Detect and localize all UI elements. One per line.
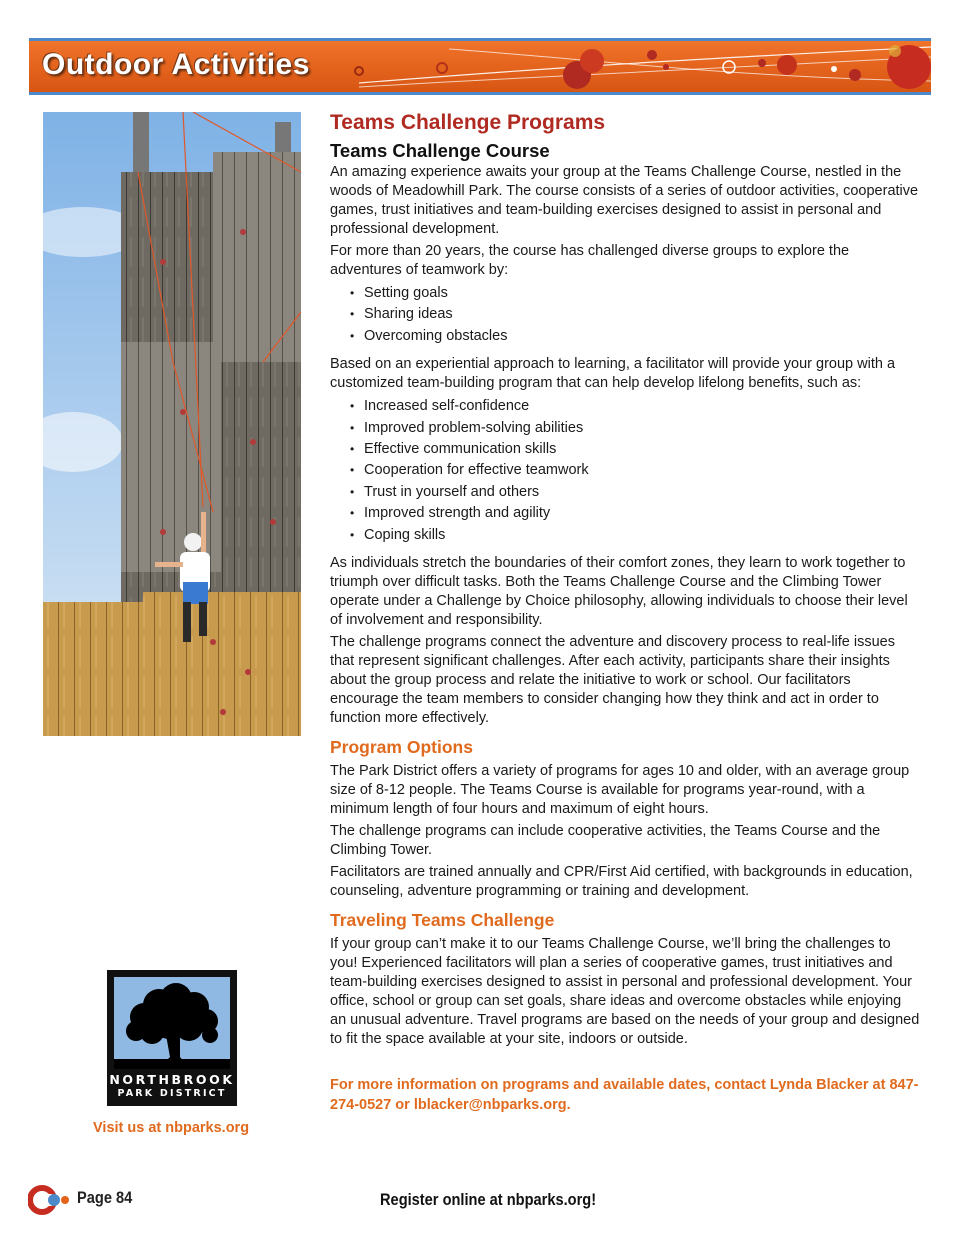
options-paragraph: Facilitators are trained annually and CPR/First Aid certified, with backgrounds in education, counseling, adventure programming or training and development. [330, 864, 913, 900]
list-item: • Effective communication skills [364, 439, 920, 460]
traveling-paragraph: If your group can’t make it to our Teams Challenge Course, we’ll bring the challenges to you! Experienced facilitators will plan a series of cooperative games, trust initiatives and team-building exercises designed to assist in personal and professional development. Your office, school or group can set goals, share ideas and overcome obstacles while enjoying an unusual adventure. Travel programs are based on the needs of your group and designed to fit the space available at your site, indoors or outside. [330, 936, 920, 1048]
course-connect: The challenge programs connect the adventure and discovery process to real-life issues that represent significant challenges. After each activity, participants share their insights about the group process and relate the initiative to work or school. Our facilitators encourage the team members to consider changing how they think and act in order to function more effectively. [330, 634, 895, 727]
course-approach: Based on an experiential approach to learning, a facilitator will provide your group with a customized team-building program that can help develop lifelong benefits, such as: [330, 356, 896, 392]
page-number: Page 84 [77, 1188, 133, 1207]
list-item: • Improved problem-solving abilities [364, 418, 920, 439]
teamwork-goals-list [330, 283, 920, 347]
list-item: • Trust in yourself and others [364, 482, 920, 503]
list-item: • Increased self-confidence [364, 396, 920, 417]
brochure-mark-icon [28, 1185, 70, 1215]
page-title: Teams Challenge Programs [330, 111, 606, 134]
list-item: • Improved strength and agility [364, 503, 920, 524]
tree-icon [114, 977, 230, 1069]
program-options-heading: Program Options [330, 737, 473, 758]
list-item: • Coping skills [364, 525, 920, 546]
register-online-link[interactable]: Register online at nbparks.org! [380, 1190, 597, 1209]
list-item: • Cooperation for effective teamwork [364, 460, 920, 481]
traveling-heading: Traveling Teams Challenge [330, 910, 555, 931]
list-item: • Sharing ideas [364, 304, 920, 325]
logo-subtitle: PARK DISTRICT [117, 1088, 227, 1099]
contact-info[interactable]: For more information on programs and available dates, contact Lynda Blacker at 847-274-0527 or lblacker@nbparks.org. [330, 1077, 919, 1114]
options-paragraph: The challenge programs can include cooperative activities, the Teams Course and the Climbing Tower. [330, 823, 881, 859]
list-item: • Overcoming obstacles [364, 326, 920, 347]
northbrook-park-district-logo [107, 970, 237, 1106]
course-stretch: As individuals stretch the boundaries of their comfort zones, they learn to work together to triumph over difficult tasks. Both the Teams Challenge Course and the Climbing Tower operate under a Challenge by Choice philosophy, allowing individuals to choose their level of involvement and responsibility. [330, 555, 908, 629]
main-content [330, 110, 920, 1115]
benefits-list [330, 396, 920, 546]
list-item: • Setting goals [364, 283, 920, 304]
visit-website-link[interactable]: Visit us at nbparks.org [93, 1120, 250, 1136]
climbing-tower-photo [43, 112, 301, 736]
course-intro: An amazing experience awaits your group at the Teams Challenge Course, nestled in the woods of Meadowhill Park. The course consists of a series of outdoor activities, cooperative games, trust initiatives and team-building exercises designed to assist in personal and professional development. [330, 164, 919, 237]
course-heading: Teams Challenge Course [330, 140, 550, 161]
options-paragraph: The Park District offers a variety of programs for ages 10 and older, with an average group size of 8-12 people. The Teams Course is available for programs year-round, with a minimum length of four hours and maximum of eight hours. [330, 763, 910, 818]
logo-name: NORTHBROOK [109, 1072, 235, 1087]
course-years: For more than 20 years, the course has challenged diverse groups to explore the adventures of teamwork by: [330, 243, 850, 278]
page-section-title: Outdoor Activities [42, 48, 310, 81]
header-banner [29, 38, 931, 95]
